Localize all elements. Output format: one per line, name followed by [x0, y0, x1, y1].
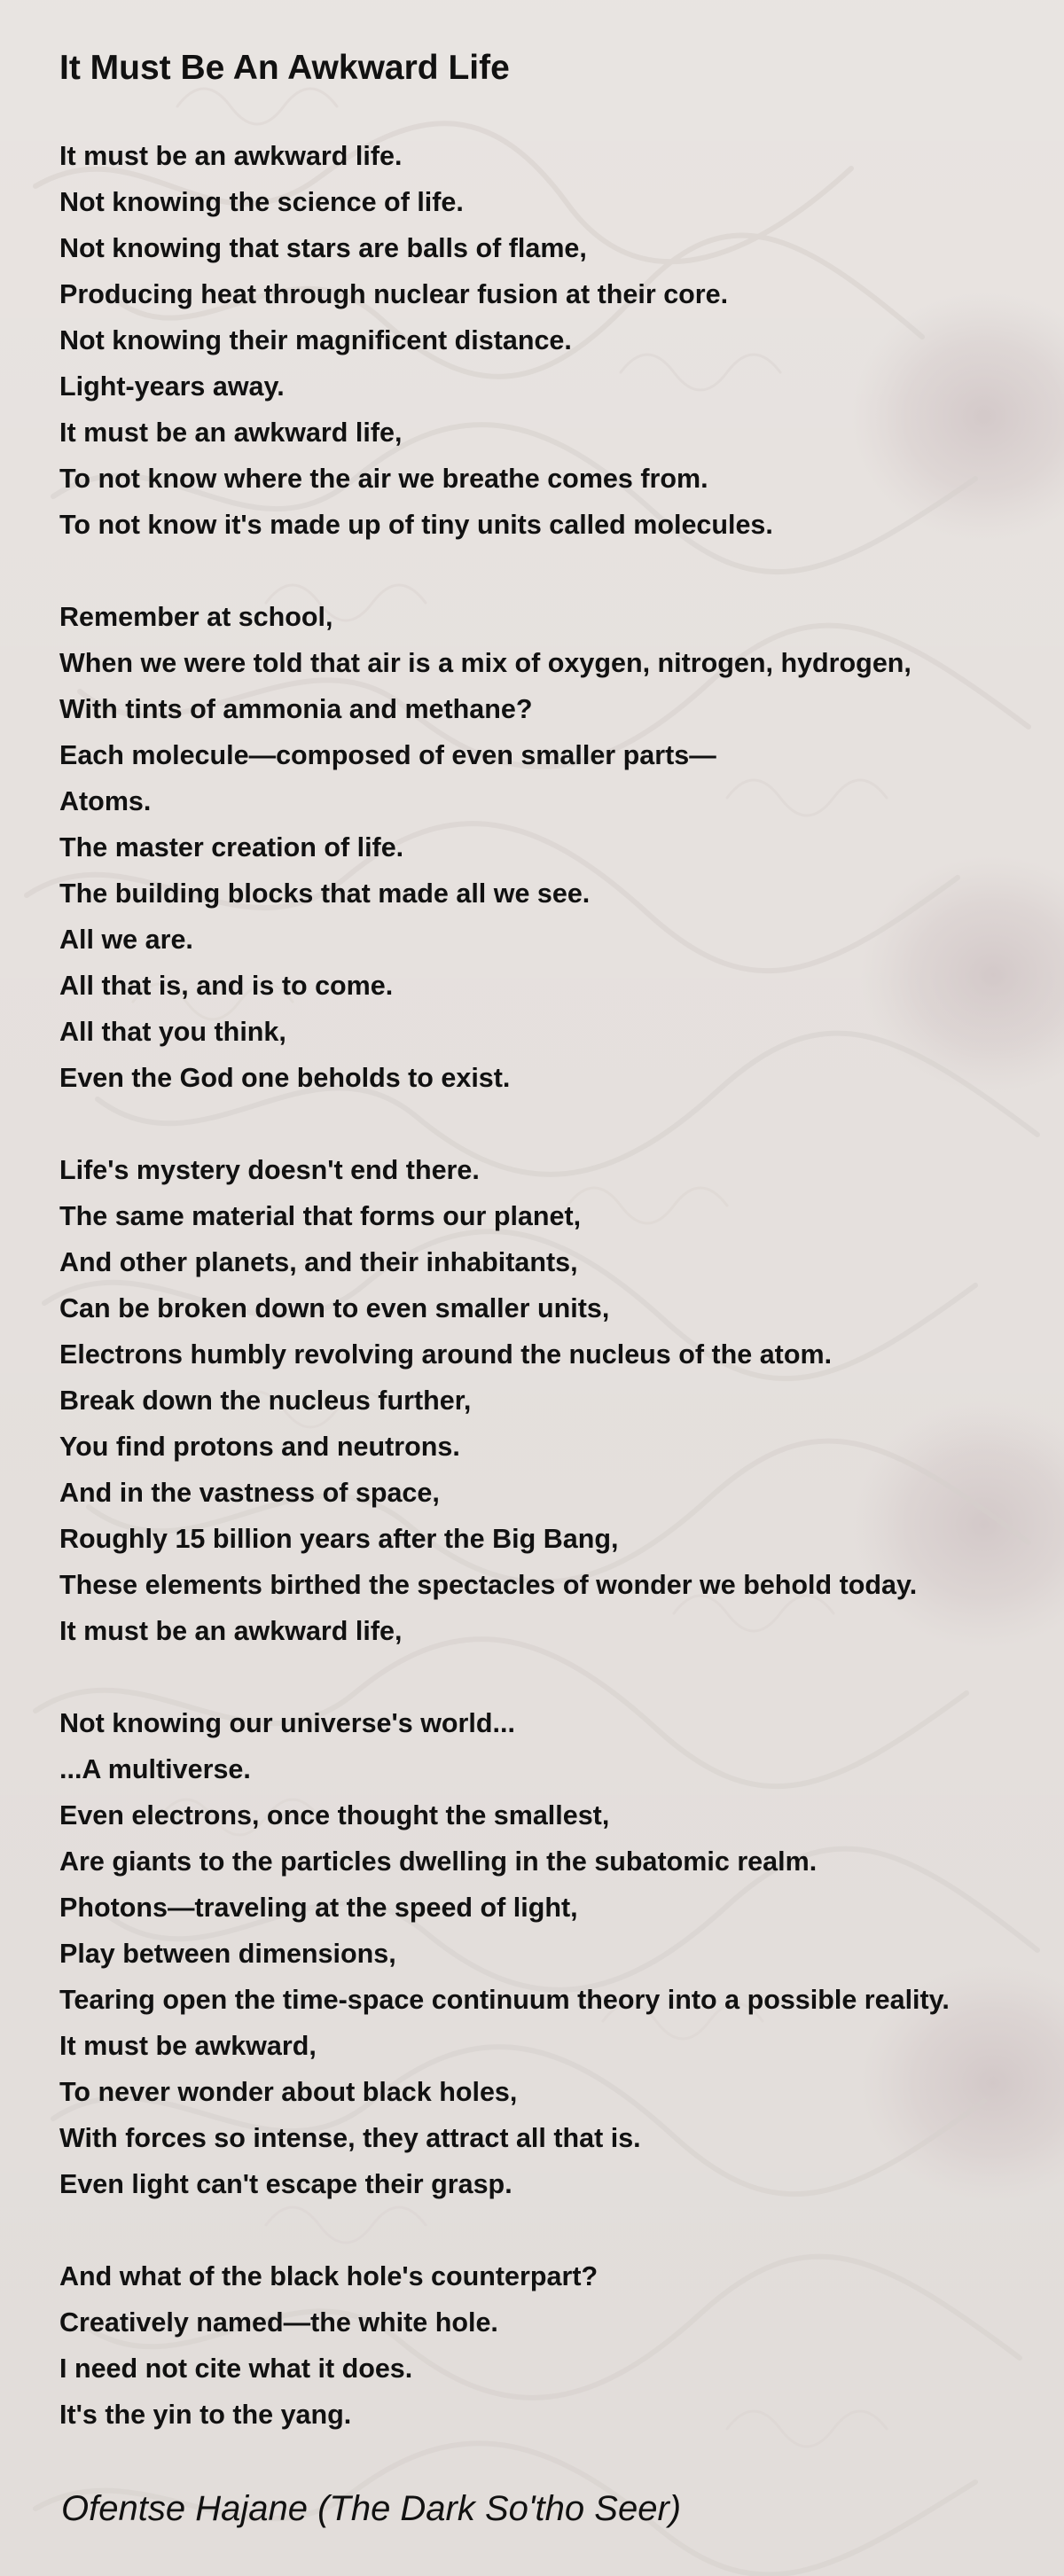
poem-line: You find protons and neutrons.	[59, 1432, 460, 1462]
poem-line: All we are.	[59, 925, 193, 955]
poem-line: Producing heat through nuclear fusion at their core.	[59, 279, 729, 309]
poem-line: It must be awkward,	[59, 2031, 317, 2061]
poem-line: Remember at school,	[59, 602, 333, 632]
poem-line: Not knowing our universe's world...	[59, 1708, 515, 1738]
poem-line: It must be an awkward life,	[59, 418, 403, 448]
poem-line: All that is, and is to come.	[59, 971, 394, 1001]
poem-line: All that you think,	[59, 1017, 286, 1047]
poem-line: Even the God one beholds to exist.	[59, 1063, 511, 1093]
poem-author: Ofentse Hajane (The Dark So'tho Seer)	[61, 2489, 682, 2528]
stanza	[59, 133, 1052, 548]
poem-line: The same material that forms our planet,	[59, 1201, 582, 1231]
poem-line: Are giants to the particles dwelling in the subatomic realm.	[59, 1846, 818, 1877]
poem-line: Play between dimensions,	[59, 1939, 396, 1969]
poem-line: And what of the black hole's counterpart?	[59, 2261, 598, 2291]
poem-line: I need not cite what it does.	[59, 2354, 413, 2384]
poem-line: Tearing open the time-space continuum theory into a possible reality.	[59, 1985, 950, 2015]
poem-line: To not know it's made up of tiny units called molecules.	[59, 510, 773, 540]
poem-line: Life's mystery doesn't end there.	[59, 1155, 480, 1185]
poem-line: To never wonder about black holes,	[59, 2077, 518, 2107]
poem-line: Each molecule—composed of even smaller parts—	[59, 740, 716, 770]
stanza	[59, 594, 1052, 1101]
poem-line: With forces so intense, they attract all that is.	[59, 2123, 641, 2153]
poem-line: Atoms.	[59, 786, 152, 816]
poem-title: It Must Be An Awkward Life	[59, 49, 510, 87]
poem-line: Photons—traveling at the speed of light,	[59, 1893, 578, 1923]
poem-line: Can be broken down to even smaller units,	[59, 1293, 610, 1323]
stanza	[59, 2253, 1052, 2438]
poem-line: Creatively named—the white hole.	[59, 2307, 498, 2338]
stanza	[59, 1147, 1052, 1654]
poem-line: Even electrons, once thought the smallest,	[59, 1800, 610, 1831]
poem-body	[59, 133, 1052, 2484]
poem-line: Roughly 15 billion years after the Big Bang,	[59, 1524, 619, 1554]
poem-line: It must be an awkward life,	[59, 1616, 403, 1646]
poem-line: ...A multiverse.	[59, 1754, 251, 1784]
poem-line: When we were told that air is a mix of oxygen, nitrogen, hydrogen,	[59, 648, 911, 678]
poem-line: It's the yin to the yang.	[59, 2400, 352, 2430]
poem-line: Even light can't escape their grasp.	[59, 2169, 512, 2199]
poem-line: Not knowing their magnificent distance.	[59, 325, 572, 355]
poem-line: These elements birthed the spectacles of wonder we behold today.	[59, 1570, 918, 1600]
poem-line: To not know where the air we breathe comes from.	[59, 464, 708, 494]
poem-line: The master creation of life.	[59, 832, 404, 863]
poem-line: Light-years away.	[59, 371, 285, 402]
poem-line: With tints of ammonia and methane?	[59, 694, 533, 724]
poem-line: And other planets, and their inhabitants,	[59, 1247, 578, 1277]
poem-line: It must be an awkward life.	[59, 141, 403, 171]
poem-line: Not knowing the science of life.	[59, 187, 464, 217]
poem-line: Break down the nucleus further,	[59, 1386, 472, 1416]
poem-line: The building blocks that made all we see.	[59, 878, 591, 909]
stanza	[59, 1700, 1052, 2207]
poem-line: Not knowing that stars are balls of flame,	[59, 233, 587, 263]
poem-line: Electrons humbly revolving around the nucleus of the atom.	[59, 1339, 833, 1370]
poem-line: And in the vastness of space,	[59, 1478, 440, 1508]
